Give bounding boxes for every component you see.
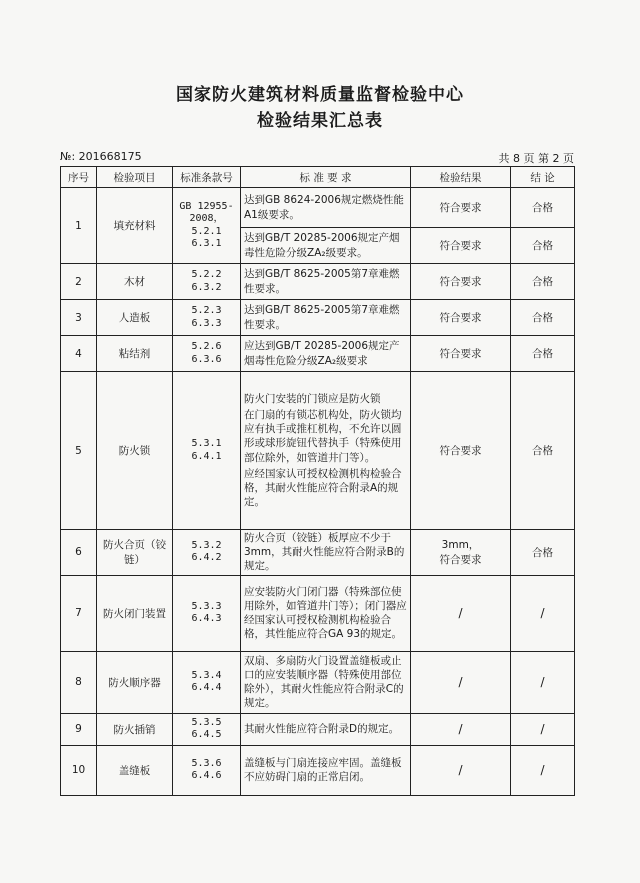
cell-requirement: 达到GB/T 20285-2006规定产烟毒性危险分级ZA₂级要求。 — [241, 228, 411, 264]
table-row — [61, 575, 575, 651]
col-header-clause: 标准条款号 — [173, 167, 241, 188]
col-header-item: 检验项目 — [97, 167, 173, 188]
results-table — [60, 166, 575, 796]
table-row — [61, 336, 575, 372]
table-row — [61, 530, 575, 576]
cell-result: / — [411, 651, 511, 713]
report-meta — [60, 150, 574, 166]
cell-item: 盖缝板 — [97, 745, 173, 795]
cell-conclusion: 合格 — [511, 336, 575, 372]
cell-result: 符合要求 — [411, 336, 511, 372]
table-header-row — [61, 167, 575, 188]
cell-conclusion: / — [511, 575, 575, 651]
requirement-paragraph: 防火门安装的门锁应是防火锁 — [244, 392, 381, 405]
cell-conclusion: / — [511, 651, 575, 713]
cell-requirement — [241, 372, 411, 530]
cell-clause: 5.2.2 6.3.2 — [173, 264, 241, 300]
cell-clause: 5.3.1 6.4.1 — [173, 372, 241, 530]
cell-clause: 5.2.3 6.3.3 — [173, 300, 241, 336]
cell-result: 符合要求 — [411, 228, 511, 264]
cell-conclusion: 合格 — [511, 228, 575, 264]
page-info: 共 8 页 第 2 页 — [498, 152, 574, 165]
cell-requirement: 防火合页（铰链）板厚应不少于3mm，其耐火性能应符合附录B的规定。 — [241, 530, 411, 576]
report-number: №: 201668175 — [60, 150, 142, 163]
cell-requirement: 双扇、多扇防火门设置盖缝板或止口的应安装顺序器（特殊使用部位除外），其耐火性能应符合附录C的规定。 — [241, 651, 411, 713]
cell-no: 1 — [61, 188, 97, 264]
col-header-requirement: 标 准 要 求 — [241, 167, 411, 188]
table-row — [61, 745, 575, 795]
cell-item: 防火闭门装置 — [97, 575, 173, 651]
clause-text: GB 12955-2008，5.2.1 6.3.1 — [179, 200, 234, 249]
cell-result: 符合要求 — [411, 300, 511, 336]
cell-item: 防火顺序器 — [97, 651, 173, 713]
col-header-no: 序号 — [61, 167, 97, 188]
table-row — [61, 372, 575, 530]
cell-conclusion: / — [511, 745, 575, 795]
cell-clause: 5.3.4 6.4.4 — [173, 651, 241, 713]
cell-no: 5 — [61, 372, 97, 530]
cell-no: 9 — [61, 713, 97, 745]
cell-conclusion: 合格 — [511, 530, 575, 576]
cell-item: 粘结剂 — [97, 336, 173, 372]
cell-conclusion: 合格 — [511, 264, 575, 300]
cell-item: 防火锁 — [97, 372, 173, 530]
cell-result: / — [411, 713, 511, 745]
cell-item: 人造板 — [97, 300, 173, 336]
cell-conclusion: 合格 — [511, 188, 575, 228]
table-row — [61, 651, 575, 713]
table-row — [61, 264, 575, 300]
report-subtitle: 检验结果汇总表 — [257, 111, 383, 131]
cell-item: 木材 — [97, 264, 173, 300]
cell-requirement: 应达到GB/T 20285-2006规定产烟毒性危险分级ZA₂级要求 — [241, 336, 411, 372]
col-header-result: 检验结果 — [411, 167, 511, 188]
cell-clause: 5.3.2 6.4.2 — [173, 530, 241, 576]
cell-no: 10 — [61, 745, 97, 795]
cell-conclusion: 合格 — [511, 300, 575, 336]
report-title: 国家防火建筑材料质量监督检验中心 — [176, 85, 464, 105]
cell-requirement: 达到GB/T 8625-2005第7章难燃性要求。 — [241, 264, 411, 300]
cell-clause: 5.3.5 6.4.5 — [173, 713, 241, 745]
cell-no: 7 — [61, 575, 97, 651]
cell-result: 3mm， 符合要求 — [411, 530, 511, 576]
cell-no: 3 — [61, 300, 97, 336]
requirement-paragraph: 在门扇的有锁芯机构处，防火锁均应有执手或推杠机构，不允许以圆形或球形旋钮代替执手（特殊使用部位除外，如管道井门等）。 — [244, 408, 402, 464]
col-header-conclusion: 结 论 — [511, 167, 575, 188]
table-row — [61, 713, 575, 745]
cell-conclusion: / — [511, 713, 575, 745]
cell-no: 8 — [61, 651, 97, 713]
cell-result: / — [411, 745, 511, 795]
cell-result: / — [411, 575, 511, 651]
cell-no: 6 — [61, 530, 97, 576]
cell-clause — [173, 188, 241, 264]
cell-clause: 5.2.6 6.3.6 — [173, 336, 241, 372]
cell-item: 防火插销 — [97, 713, 173, 745]
cell-result: 符合要求 — [411, 264, 511, 300]
cell-item: 防火合页（铰链） — [97, 530, 173, 576]
cell-result: 符合要求 — [411, 188, 511, 228]
cell-conclusion: 合格 — [511, 372, 575, 530]
table-row — [61, 188, 575, 228]
cell-requirement: 盖缝板与门扇连接应牢固。盖缝板不应妨碍门扇的正常启闭。 — [241, 745, 411, 795]
cell-no: 4 — [61, 336, 97, 372]
cell-clause: 5.3.6 6.4.6 — [173, 745, 241, 795]
table-row — [61, 300, 575, 336]
cell-result: 符合要求 — [411, 372, 511, 530]
cell-item: 填充材料 — [97, 188, 173, 264]
cell-requirement: 其耐火性能应符合附录D的规定。 — [241, 713, 411, 745]
cell-requirement: 应安装防火门闭门器（特殊部位使用除外，如管道井门等）；闭门器应经国家认可授权检测机构检验合格，其性能应符合GA 93的规定。 — [241, 575, 411, 651]
cell-no: 2 — [61, 264, 97, 300]
requirement-paragraph: 应经国家认可授权检测机构检验合格，其耐火性能应符合附录A的规定。 — [244, 467, 402, 509]
cell-requirement: 达到GB 8624-2006规定燃烧性能A1级要求。 — [241, 188, 411, 228]
cell-clause: 5.3.3 6.4.3 — [173, 575, 241, 651]
cell-requirement: 达到GB/T 8625-2005第7章难燃性要求。 — [241, 300, 411, 336]
